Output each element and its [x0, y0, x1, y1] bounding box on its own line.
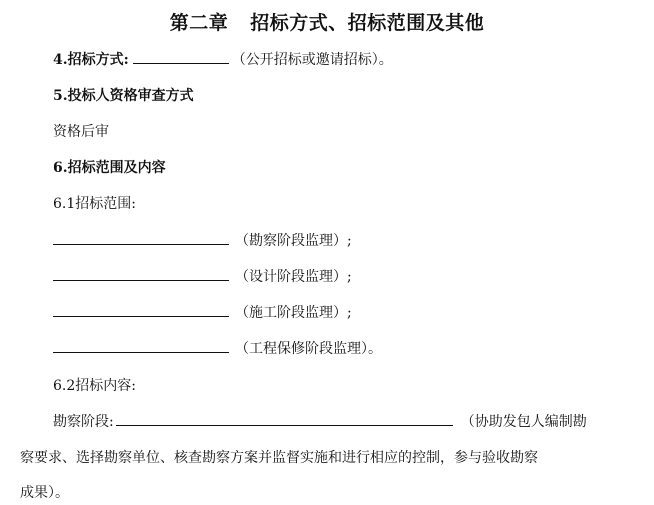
- survey-stage-continued: 察要求、选择勘察单位、核查勘察方案并监督实施和进行相应的控制，参与验收勘察: [20, 450, 538, 466]
- scope-blank: [53, 266, 229, 281]
- scope-item-text: （勘察阶段监理）;: [235, 233, 352, 249]
- scope-item: [53, 338, 382, 359]
- bidding-method-blank: [133, 49, 229, 64]
- chapter-title: [0, 8, 654, 35]
- scope-blank: [53, 230, 229, 245]
- qualification-heading: 5.投标人资格审查方式: [53, 88, 194, 104]
- scope-item: [53, 266, 352, 287]
- qualification-value: 资格后审: [53, 124, 109, 140]
- chapter-number: 第二章: [169, 12, 229, 34]
- scope-blank: [53, 302, 229, 317]
- scope-item: [53, 230, 352, 251]
- survey-stage-end: 成果）。: [20, 485, 69, 501]
- content-label: 6.2招标内容:: [53, 378, 136, 394]
- bidding-method-label: 4.招标方式:: [53, 52, 129, 68]
- scope-label: 6.1招标范围:: [53, 196, 136, 212]
- survey-stage-text: （协助发包人编制勘: [460, 414, 587, 430]
- bidding-method-line: [53, 49, 393, 70]
- survey-stage-line: [53, 411, 587, 432]
- chapter-heading: 招标方式、招标范围及其他: [250, 12, 485, 34]
- survey-stage-blank: [116, 411, 453, 426]
- scope-item-text: （设计阶段监理）;: [235, 269, 352, 285]
- scope-item: [53, 302, 352, 323]
- scope-blank: [53, 338, 229, 353]
- bidding-method-note: （公开招标或邀请招标）。: [231, 52, 393, 68]
- scope-heading: 6.招标范围及内容: [53, 160, 166, 176]
- scope-item-text: （施工阶段监理）;: [235, 305, 352, 321]
- scope-item-text: （工程保修阶段监理）。: [235, 341, 382, 357]
- survey-stage-label: 勘察阶段:: [53, 414, 114, 430]
